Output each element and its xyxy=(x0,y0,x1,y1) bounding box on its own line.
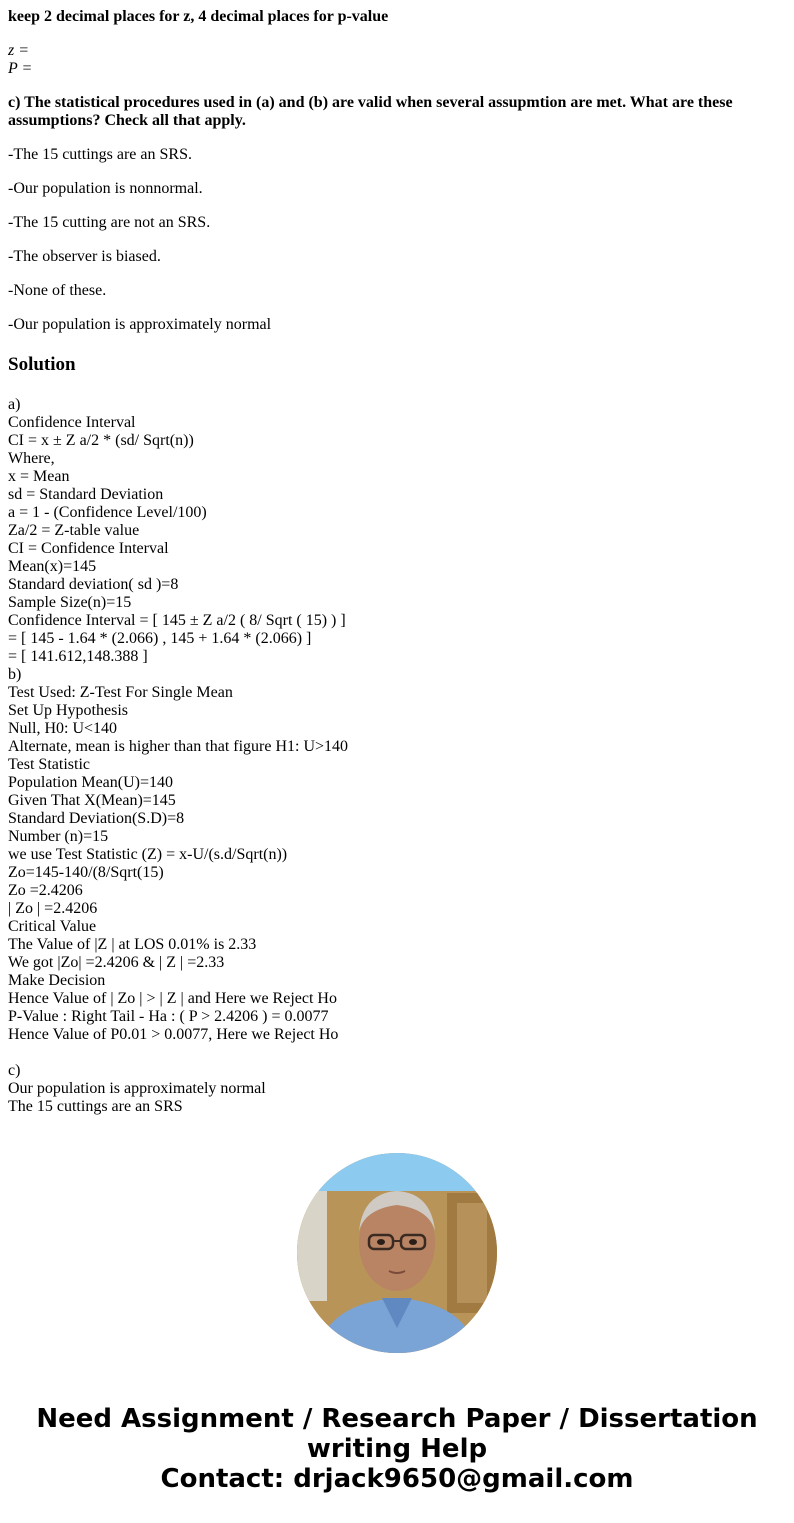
solution-line: The Value of |Z | at LOS 0.01% is 2.33 xyxy=(8,936,257,953)
author-avatar xyxy=(297,1153,497,1353)
solution-line: Zo =2.4206 xyxy=(8,882,83,899)
solution-line: Our population is approximately normal xyxy=(8,1080,266,1097)
solution-line: Given That X(Mean)=145 xyxy=(8,792,176,809)
option-item: -The observer is biased. xyxy=(8,248,161,265)
part-c-question: c) The statistical procedures used in (a) and (b) are valid when several assupmtion are met. What are these assumptions? Check all that apply. xyxy=(8,94,733,129)
options-list xyxy=(8,146,786,334)
solution-heading: Solution xyxy=(8,354,76,375)
solution-line: Make Decision xyxy=(8,972,106,989)
solution-line: Hence Value of | Zo | > | Z | and Here we Reject Ho xyxy=(8,990,337,1007)
solution-line: Test Used: Z-Test For Single Mean xyxy=(8,684,233,701)
solution-line: Alternate, mean is higher than that figure H1: U>140 xyxy=(8,738,349,755)
solution-line: CI = x ± Z a/2 * (sd/ Sqrt(n)) xyxy=(8,432,194,449)
option-item: -None of these. xyxy=(8,282,107,299)
solution-line: | Zo | =2.4206 xyxy=(8,900,98,917)
solution-line: Null, H0: U<140 xyxy=(8,720,118,737)
promo-line-2: writing Help xyxy=(306,1434,488,1464)
solution-line: Hence Value of P0.01 > 0.0077, Here we Reject Ho xyxy=(8,1026,339,1043)
document-body xyxy=(8,8,786,1116)
solution-line: x = Mean xyxy=(8,468,70,485)
promo-line-1: Need Assignment / Research Paper / Dissertation xyxy=(36,1404,758,1434)
solution-line: Number (n)=15 xyxy=(8,828,109,845)
solution-line: Mean(x)=145 xyxy=(8,558,97,575)
promo-contact: Contact: drjack9650@gmail.com xyxy=(160,1464,634,1494)
solution-line: Sample Size(n)=15 xyxy=(8,594,132,611)
p-label: P = xyxy=(8,60,33,77)
spacer xyxy=(8,1044,786,1062)
solution-line: Standard deviation( sd )=8 xyxy=(8,576,179,593)
solution-line: b) xyxy=(8,666,22,683)
solution-lines xyxy=(8,396,786,1116)
solution-line: Standard Deviation(S.D)=8 xyxy=(8,810,185,827)
solution-line: The 15 cuttings are an SRS xyxy=(8,1098,183,1115)
solution-line: CI = Confidence Interval xyxy=(8,540,169,557)
solution-line: Critical Value xyxy=(8,918,97,935)
instruction-text: keep 2 decimal places for z, 4 decimal places for p-value xyxy=(8,8,389,25)
author-photo-icon xyxy=(297,1153,497,1353)
solution-line: Test Statistic xyxy=(8,756,90,773)
solution-line: Za/2 = Z-table value xyxy=(8,522,140,539)
option-item: -The 15 cuttings are an SRS. xyxy=(8,146,192,163)
solution-line: c) xyxy=(8,1062,21,1079)
solution-line: Confidence Interval xyxy=(8,414,136,431)
solution-line: Where, xyxy=(8,450,55,467)
solution-line: Population Mean(U)=140 xyxy=(8,774,173,791)
option-item: -Our population is nonnormal. xyxy=(8,180,203,197)
solution-line: We got |Zo| =2.4206 & | Z | =2.33 xyxy=(8,954,225,971)
z-label: z = xyxy=(8,42,30,59)
option-item: -Our population is approximately normal xyxy=(8,316,272,333)
solution-line: sd = Standard Deviation xyxy=(8,486,164,503)
solution-line: a) xyxy=(8,396,21,413)
solution-line: Set Up Hypothesis xyxy=(8,702,128,719)
solution-line: = [ 145 - 1.64 * (2.066) , 145 + 1.64 * (2.066) ] xyxy=(8,630,312,647)
solution-line: Confidence Interval = [ 145 ± Z a/2 ( 8/ Sqrt ( 15) ) ] xyxy=(8,612,346,629)
solution-line: = [ 141.612,148.388 ] xyxy=(8,648,148,665)
solution-line: a = 1 - (Confidence Level/100) xyxy=(8,504,207,521)
solution-line: P-Value : Right Tail - Ha : ( P > 2.4206 ) = 0.0077 xyxy=(8,1008,329,1025)
option-item: -The 15 cutting are not an SRS. xyxy=(8,214,211,231)
solution-line: we use Test Statistic (Z) = x-U/(s.d/Sqrt(n)) xyxy=(8,846,288,863)
solution-line: Zo=145-140/(8/Sqrt(15) xyxy=(8,864,164,881)
answer-fields xyxy=(8,42,786,78)
promo-banner xyxy=(0,1404,794,1494)
